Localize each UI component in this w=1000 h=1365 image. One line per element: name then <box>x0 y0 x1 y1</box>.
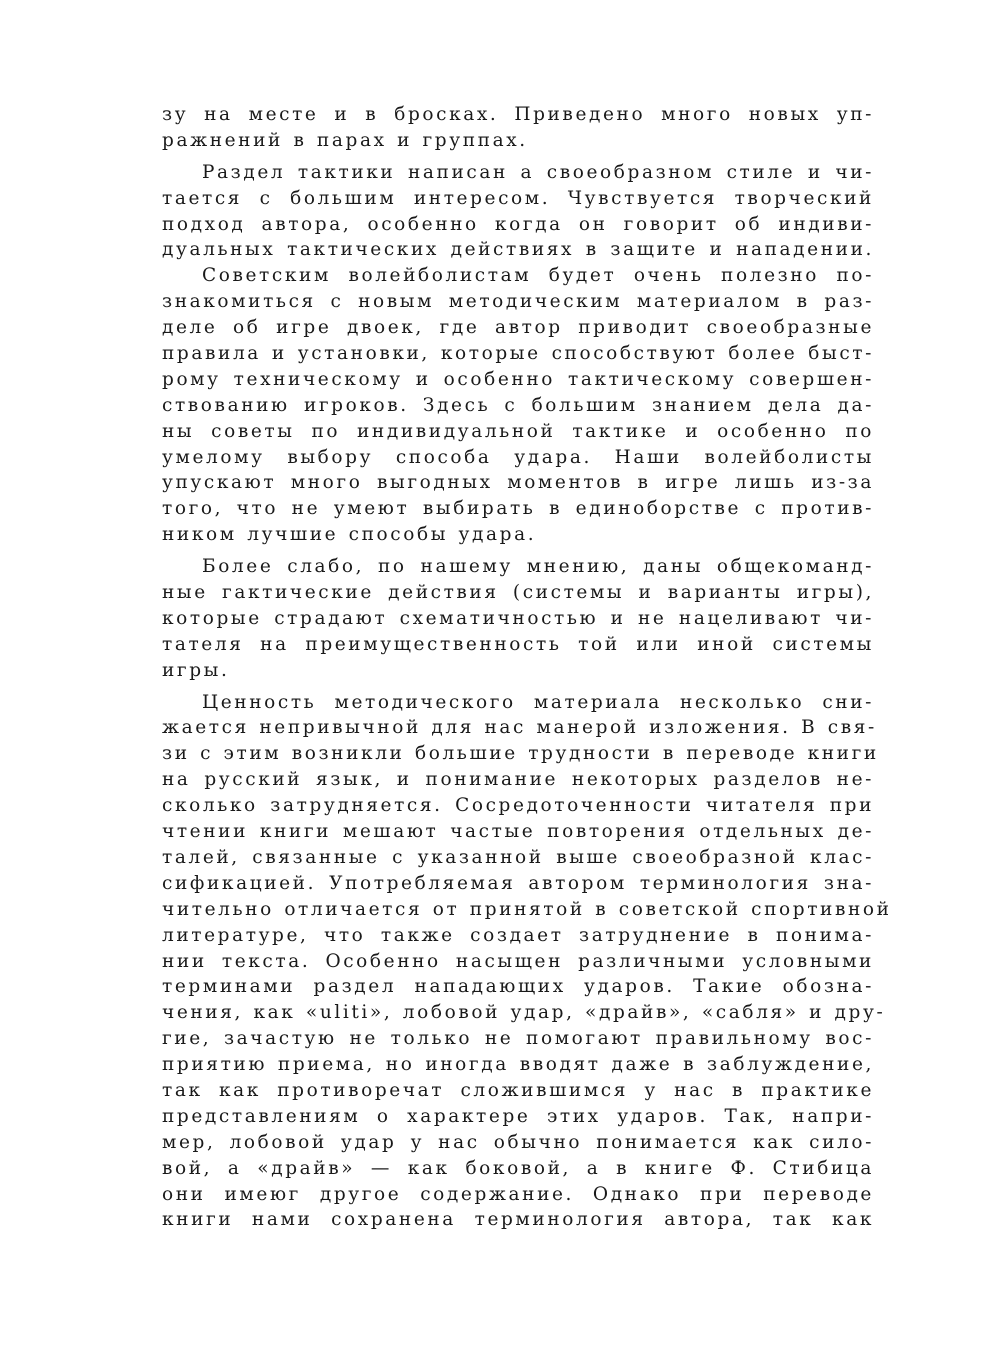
document-page <box>162 102 892 1233</box>
text-line: подход автора, особенно когда он говорит об индиви- <box>162 213 874 235</box>
paragraph-3 <box>162 263 874 548</box>
text-line: ражнений в парах и группах. <box>162 129 528 151</box>
text-line: жается непривычной для нас манерой изложения. В свя- <box>162 717 877 739</box>
text-line: упускают много выгодных моментов в игре лишь из-за <box>162 472 874 494</box>
text-line: гие, зачастую не только не помогают правильному вос- <box>162 1028 874 1050</box>
text-line: чительно отличается от принятой в советской спортивной <box>162 898 892 920</box>
text-line: сколько затрудняется. Сосредоточенности читателя при <box>162 795 874 817</box>
text-line: тается с большим интересом. Чувствуется творческий <box>162 187 874 209</box>
text-line: нии текста. Особенно насыщен различными условными <box>162 950 874 972</box>
text-line: они имеюг другое содержание. Однако при переводе <box>162 1183 874 1205</box>
text-line: ником лучшие способы удара. <box>162 524 537 546</box>
text-line: ны советы по индивидуальной тактикe и особенно по <box>162 420 874 442</box>
paragraph-5 <box>162 690 892 1234</box>
text-line: терминами раздел нападающих ударов. Такие обозна- <box>162 976 874 998</box>
text-line: вой, а «драйв» — как боковой, а в книге Ф. Стибица <box>162 1157 874 1179</box>
text-line: зи с этим возникли большие трудности в переводе книги <box>162 743 879 765</box>
text-line: ныe гактические действия (системы и варианты игры), <box>162 582 874 604</box>
text-line: чения, как «uliti», лобовой удар, «драйв», «сабля» и дру- <box>162 1002 886 1024</box>
text-line: литературе, что также создает затруднение в понима- <box>162 924 874 946</box>
text-line: на русский язык, и понимание некоторых разделов не- <box>162 769 874 791</box>
text-line: деле об игре двоек, где автор приводит своеобразные <box>162 317 874 339</box>
text-line: Советским волейболистам будет очень полезно по- <box>202 265 874 287</box>
text-line: талей, связанные с указанной выше своеобразной клас- <box>162 846 874 868</box>
text-line: дуальных тактических действиях в защите и нападении. <box>162 239 874 261</box>
text-line: зу на месте и в бросках. Приведено много новых уп- <box>162 104 874 125</box>
text-line: чтении книги мешают частые повторения отдельных де- <box>162 821 874 843</box>
text-line: рому техническому и особенно тактическому совершен- <box>162 368 874 390</box>
text-line: Более слабо, по нашему мнению, даны общекоманд- <box>202 556 874 578</box>
text-line: сификацией. Употребляемая автором терминология зна- <box>162 872 874 894</box>
text-line: ствованию игроков. Здесь с большим знанием дела да- <box>162 394 874 416</box>
text-line: того, что не умеют выбирать в единоборстве с против- <box>162 498 874 520</box>
text-line: знакомиться с новым методическим материалом в раз- <box>162 291 874 313</box>
text-line: так как противоречат сложившимся у нас в практике <box>162 1079 874 1101</box>
paragraph-4 <box>162 554 874 683</box>
text-line: тателя на преимущественность той или иной системы <box>162 633 874 655</box>
text-line: приятию приема, но иногда вводят даже в заблуждение, <box>162 1054 874 1076</box>
text-line: Раздел тактики написан а своеобразном стиле и чи- <box>202 161 874 183</box>
text-line: игры. <box>162 659 230 681</box>
text-line: которые страдают схематичностью и не нацеливают чи- <box>162 607 874 629</box>
paragraph-1 <box>162 102 874 154</box>
text-line: правила и установки, которые способствуют более быст- <box>162 343 874 365</box>
text-line: книги нами сохранена терминология автора, так как <box>162 1209 874 1231</box>
text-line: мер, лобовой удар у нас обычно понимается как сило- <box>162 1131 874 1153</box>
paragraph-2 <box>162 160 874 264</box>
text-line: представлениям о характере этих ударов. Так, напри- <box>162 1105 874 1127</box>
text-line: Ценность методического материала несколько сни- <box>202 691 874 713</box>
text-line: умелому выбору способа удара. Наши волейболисты <box>162 446 874 468</box>
